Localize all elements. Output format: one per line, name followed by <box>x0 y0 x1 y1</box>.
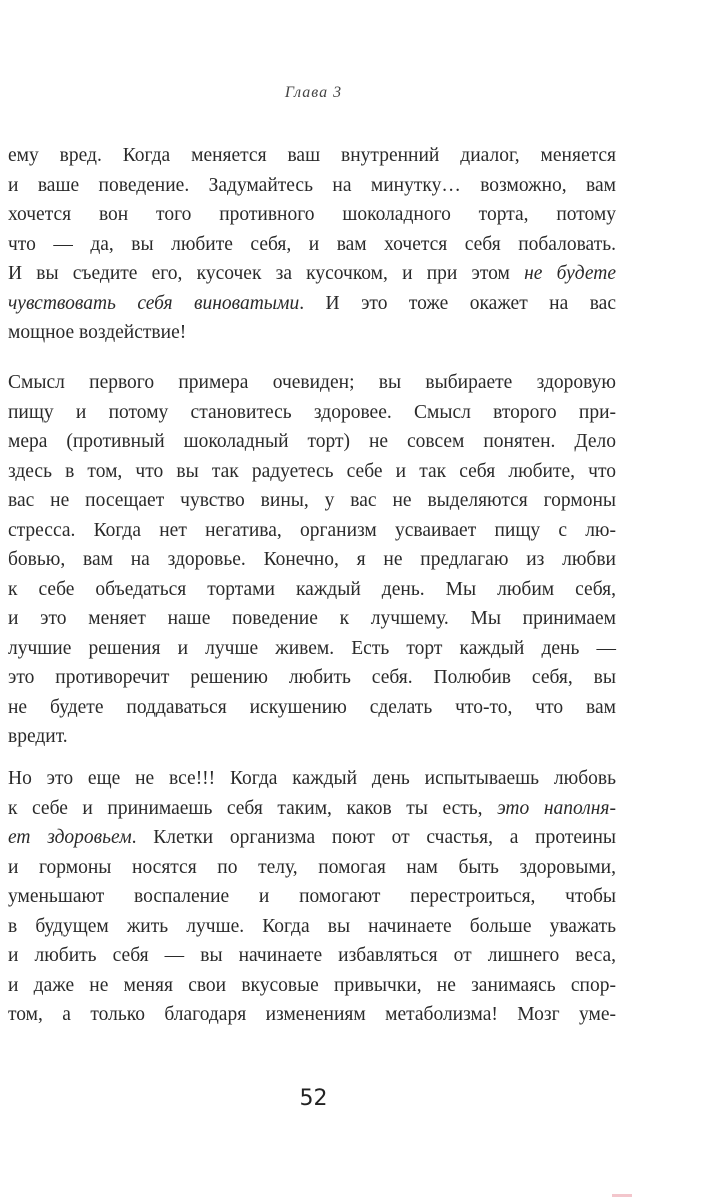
italic-text: это наполня- <box>497 797 616 819</box>
text-line <box>8 604 616 634</box>
text-line <box>8 634 616 664</box>
text-line <box>8 486 616 516</box>
text-segment: бовью, вам на здоровье. Конечно, я не предлагаю из любви <box>8 549 616 570</box>
text-segment: лучшие решения и лучше живем. Есть торт каждый день — <box>8 637 616 659</box>
text-segment: это противоречит решению любить себя. Полюбив себя, вы <box>8 667 616 688</box>
text-line <box>8 1000 616 1030</box>
text-segment: в будущем жить лучше. Когда вы начинаете больше уважать <box>8 915 616 937</box>
text-segment: ему вред. Когда меняется ваш внутренний диалог, меняется <box>8 145 616 166</box>
text-line <box>8 882 616 912</box>
text-segment: и ваше поведение. Задумайтесь на минутку… возможно, вам <box>8 174 616 196</box>
text-line <box>8 764 616 794</box>
text-line <box>8 545 616 575</box>
text-segment: Но это еще не все!!! Когда каждый день испытываешь любовь <box>8 768 616 789</box>
text-line <box>8 941 616 971</box>
text-segment: . И это тоже окажет на вас <box>299 292 616 314</box>
text-line <box>8 823 616 853</box>
text-line <box>8 971 616 1001</box>
text-segment: не будете поддаваться искушению сделать что-то, что вам <box>8 696 616 718</box>
text-segment: уменьшают воспаление и помогают перестроиться, чтобы <box>8 886 616 907</box>
text-line <box>8 663 616 693</box>
text-segment: и любить себя — вы начинаете избавляться от лишнего веса, <box>8 945 616 966</box>
text-segment: что — да, вы любите себя, и вам хочется себя побаловать. <box>8 233 616 255</box>
text-line <box>8 853 616 883</box>
paragraph <box>8 764 616 1030</box>
text-line <box>8 457 616 487</box>
text-line <box>8 200 616 230</box>
text-line <box>8 141 616 171</box>
text-line <box>8 794 616 824</box>
text-line <box>8 398 616 428</box>
text-segment: здесь в том, что вы так радуетесь себе и так себя любите, что <box>8 460 616 482</box>
paragraph <box>8 368 616 752</box>
text-segment: мера (противный шоколадный торт) не совсем понятен. Дело <box>8 431 616 452</box>
text-line <box>8 575 616 605</box>
text-segment: . Клетки организма поют от счастья, а протеины <box>131 827 616 848</box>
text-segment: стресса. Когда нет негатива, организм усваивает пищу с лю- <box>8 519 616 541</box>
text-line <box>8 318 616 348</box>
text-segment: Смысл первого примера очевиден; вы выбираете здоровую <box>8 372 616 393</box>
italic-text: чувствовать себя виноватыми <box>8 292 300 314</box>
text-line <box>8 368 616 398</box>
text-segment: к себе объедаться тортами каждый день. Мы любим себя, <box>8 578 616 600</box>
text-line <box>8 912 616 942</box>
text-segment: пищу и потому становитесь здоровее. Смысл второго при- <box>8 401 616 423</box>
text-segment: и это меняет наше поведение к лучшему. Мы принимаем <box>8 608 616 629</box>
text-line <box>8 171 616 201</box>
text-segment: хочется вон того противного шоколадного торта, потому <box>8 204 616 225</box>
page-number: 52 <box>299 1086 328 1111</box>
corner-mark <box>612 1194 632 1197</box>
text-segment: вредит. <box>8 726 68 747</box>
text-line <box>8 259 616 289</box>
text-segment: вас не посещает чувство вины, у вас не выделяются гормоны <box>8 490 616 511</box>
text-line <box>8 693 616 723</box>
text-line <box>8 427 616 457</box>
running-head: Глава 3 <box>284 84 343 101</box>
text-line <box>8 722 616 752</box>
text-segment: к себе и принимаешь себя таким, каков ты есть, <box>8 797 498 819</box>
text-segment: том, а только благодаря изменениям метаболизма! Мозг уме- <box>8 1004 616 1025</box>
paragraph <box>8 141 616 348</box>
italic-text: ет здоровьем <box>8 827 132 848</box>
text-segment: мощное воздействие! <box>8 322 187 343</box>
italic-text: не будете <box>524 263 617 284</box>
text-line <box>8 516 616 546</box>
text-segment: и даже не меняя свои вкусовые привычки, не занимаясь спор- <box>8 974 616 996</box>
text-segment: И вы съедите его, кусочек за кусочком, и при этом <box>8 263 525 284</box>
text-line <box>8 230 616 260</box>
text-segment: и гормоны носятся по телу, помогая нам быть здоровыми, <box>8 856 616 878</box>
text-line <box>8 289 616 319</box>
